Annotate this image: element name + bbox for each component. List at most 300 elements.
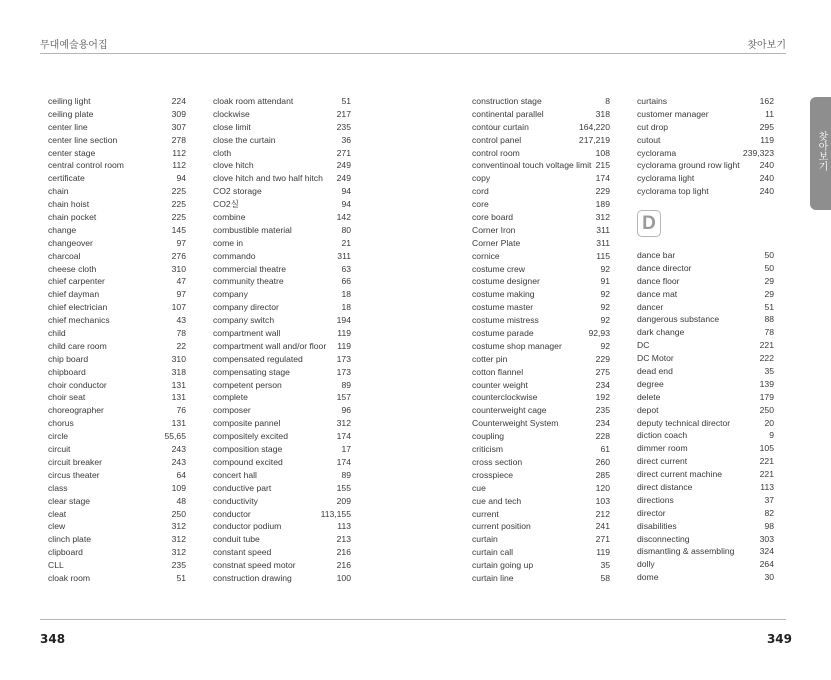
index-term: cloak room attendant [213,96,294,106]
index-page-ref: 260 [595,456,610,467]
header-divider [40,53,786,54]
index-term: Corner Iron [472,224,516,235]
index-page-ref: 55,65 [164,431,186,442]
running-header-right: 찾아보기 [747,40,786,51]
index-term: customer manager [637,108,709,119]
index-term: competent person [213,379,282,390]
index-page-ref: 264 [759,559,774,570]
index-entry [637,134,774,147]
index-page-ref: 285 [595,469,610,480]
index-page-ref: 145 [171,224,186,235]
index-page-ref: 312 [171,547,186,558]
index-page-ref: 66 [341,276,351,287]
index-page-ref: 324 [759,546,774,557]
index-term: cyclorama [637,147,677,158]
index-page-ref: 94 [176,173,186,184]
index-page-ref: 222 [759,353,774,364]
index-term: compensating stage [213,366,290,377]
index-entry [472,572,610,585]
index-page-ref: 217,219 [578,134,610,145]
index-entry [48,533,186,546]
index-entry [48,391,186,404]
index-entry [48,159,186,172]
index-page-ref: 229 [595,186,610,197]
index-entry [472,520,610,533]
index-entry [637,288,774,301]
index-page-ref: 271 [336,147,351,158]
index-entry [472,391,610,404]
index-term: dismantling & assembling [637,546,735,557]
index-entry [472,185,610,198]
index-page-ref: 18 [341,302,351,313]
index-page-ref: 94 [341,199,351,210]
index-page-ref: 91 [600,276,610,287]
index-page-ref: 217 [336,108,351,119]
index-entry [48,185,186,198]
index-page-ref: 92 [600,315,610,326]
index-term: compartment wall and/or floor [213,340,327,351]
index-page-ref: 189 [595,199,610,210]
index-page-ref: 173 [336,353,351,364]
index-term: constant speed [213,547,272,558]
index-term: company switch [213,315,275,326]
index-term: cotton flannel [472,366,524,377]
index-page-ref: 112 [172,147,186,158]
index-entry [48,134,186,147]
index-page-ref: 243 [171,444,186,455]
index-term: child care room [48,340,107,351]
index-term: CO2 storage [213,186,262,197]
index-page-ref: 234 [595,379,610,390]
index-page-ref: 88 [764,314,774,325]
index-entry [637,262,774,275]
index-term: circuit breaker [48,456,102,467]
index-term: curtain [472,534,498,545]
index-side-tab[interactable] [810,97,831,210]
index-term: Corner Plate [472,237,521,248]
index-term: composite pannel [213,418,281,429]
index-page-ref: 115 [596,250,610,261]
index-page-ref: 96 [341,405,351,416]
index-entry [472,134,610,147]
index-page-ref: 92 [600,263,610,274]
index-term: dangerous substance [637,314,720,325]
index-entry [472,275,610,288]
index-term: cue [472,482,486,493]
index-term: DC [637,340,650,351]
index-page-ref: 312 [171,521,186,532]
index-term: curtain call [472,547,514,558]
index-term: composition stage [213,444,283,455]
index-entry [48,237,186,250]
index-page-ref: 113 [337,521,351,532]
index-entry [48,263,186,276]
index-page-ref: 100 [336,572,351,583]
index-entry [637,365,774,378]
index-entry [637,417,774,430]
index-term: compartment wall [213,328,281,339]
index-term: direct current [637,456,688,467]
index-term: cord [472,186,489,197]
index-page-ref: 309 [171,108,186,119]
index-entry [637,494,774,507]
index-entry [472,95,610,108]
index-page-ref: 36 [341,134,351,145]
index-page-ref: 240 [759,173,774,184]
index-term: disconnecting [637,533,690,544]
index-term: counterweight cage [472,405,547,416]
index-page-ref: 80 [341,224,351,235]
index-term: contour curtain [472,121,529,132]
index-page-ref: 162 [759,96,774,106]
index-entry [213,237,351,250]
index-page-ref: 139 [759,378,774,389]
index-term: close the curtain [213,134,276,145]
index-term: constnat speed motor [213,560,296,571]
index-term: choreographer [48,405,104,416]
index-entry [472,443,610,456]
index-term: close limit [213,121,251,132]
index-term: cross section [472,456,523,467]
index-term: chief mechanics [48,315,110,326]
index-page-ref: 98 [764,520,774,531]
index-term: dance bar [637,250,676,260]
index-term: cutout [637,134,661,145]
index-page-ref: 58 [600,572,610,583]
index-term: curtain going up [472,560,534,571]
index-term: clear stage [48,495,91,506]
index-term: construction drawing [213,572,292,583]
index-page-ref: 225 [171,199,186,210]
index-entry [213,172,351,185]
index-term: conductive part [213,482,272,493]
index-term: certificate [48,173,85,184]
index-entry [472,430,610,443]
index-entry [637,275,774,288]
index-entry [472,404,610,417]
index-page-ref: 212 [595,508,610,519]
index-term: deputy technical director [637,417,731,428]
index-entry [48,482,186,495]
index-page-ref: 221 [759,469,774,480]
index-term: center line [48,121,88,132]
section-letter-badge: D [637,210,661,237]
index-entry [48,520,186,533]
index-entry [213,250,351,263]
index-term: Counterweight System [472,418,559,429]
running-header-left: 무대예술용어집 [40,40,108,51]
index-entry [48,147,186,160]
index-entry [472,482,610,495]
index-term: dark change [637,327,685,338]
index-entry [213,417,351,430]
index-page-ref: 22 [176,340,186,351]
index-term: ceiling plate [48,108,94,119]
index-page-ref: 119 [337,328,351,339]
index-term: center line section [48,134,118,145]
index-term: class [48,482,68,493]
index-entry [472,250,610,263]
index-page-ref: 249 [336,160,351,171]
index-entry [637,404,774,417]
index-entry [48,95,186,108]
index-page-ref: 311 [596,237,610,248]
index-entry [213,275,351,288]
index-term: combine [213,212,246,223]
index-term: cue and tech [472,495,522,506]
index-page-ref: 228 [595,431,610,442]
index-entry [637,352,774,365]
index-term: costume mistress [472,315,539,326]
index-page-ref: 215 [595,160,610,171]
index-term: curtains [637,96,668,106]
index-entry [472,237,610,250]
index-page-ref: 303 [759,533,774,544]
index-term: circus theater [48,469,100,480]
index-entry [48,250,186,263]
index-entry [637,558,774,571]
index-term: choir conductor [48,379,107,390]
page-number-left: 348 [40,632,66,646]
index-term: conduit tube [213,534,260,545]
index-page-ref: 97 [176,289,186,300]
index-entry [48,353,186,366]
index-page-ref: 307 [171,121,186,132]
index-term: company director [213,302,279,313]
index-entry [213,121,351,134]
index-term: chief dayman [48,289,100,300]
index-entry [213,443,351,456]
index-term: chief electrician [48,302,108,313]
index-page-ref: 17 [341,444,351,455]
index-page-ref: 29 [764,288,774,299]
index-entry [213,108,351,121]
index-entry [48,108,186,121]
index-entry [48,559,186,572]
index-page-ref: 11 [765,108,774,119]
index-term: costume shop manager [472,340,562,351]
index-entry [48,314,186,327]
index-entry [213,508,351,521]
index-term: costume crew [472,263,526,274]
index-term: counter weight [472,379,528,390]
index-page-ref: 157 [336,392,351,403]
index-term: change [48,224,77,235]
index-entry [637,159,774,172]
index-term: central control room [48,160,124,171]
index-page-ref: 209 [336,495,351,506]
index-term: cyclorama top light [637,186,709,197]
index-entry [637,301,774,314]
index-term: cloak room [48,572,91,583]
index-entry [472,198,610,211]
index-page-ref: 119 [760,134,774,145]
index-page-ref: 131 [171,379,186,390]
index-entry [637,378,774,391]
index-entry [637,520,774,533]
index-page-ref: 64 [176,469,186,480]
index-entry [472,263,610,276]
index-column-4-c [637,95,774,198]
index-term: costume making [472,289,535,300]
index-page-ref: 47 [176,276,186,287]
index-entry [472,546,610,559]
index-term: ceiling light [48,96,91,106]
page-number-right: 349 [766,632,792,646]
index-page-ref: 311 [337,250,351,261]
index-page-ref: 21 [341,237,351,248]
index-entry [48,443,186,456]
index-entry [213,572,351,585]
index-page-ref: 18 [341,289,351,300]
index-page-ref: 108 [595,147,610,158]
index-entry [637,442,774,455]
index-entry [48,495,186,508]
index-page-ref: 235 [595,405,610,416]
index-term: cornice [472,250,500,261]
index-column-1 [48,95,186,585]
index-page-ref: 51 [176,572,186,583]
index-entry [637,172,774,185]
footer-divider [40,619,786,620]
index-term: chain pocket [48,212,97,223]
index-page-ref: 275 [595,366,610,377]
index-entry [472,147,610,160]
index-term: construction stage [472,96,542,106]
index-page-ref: 235 [171,560,186,571]
index-page-ref: 120 [595,482,610,493]
index-entry [637,429,774,442]
index-entry [213,159,351,172]
index-page-ref: 179 [759,391,774,402]
index-page-ref: 105 [759,443,774,454]
index-term: charcoal [48,250,81,261]
index-term: cyclorama ground row light [637,160,740,171]
index-page-ref: 29 [764,275,774,286]
index-term: counterclockwise [472,392,538,403]
index-page-ref: 174 [336,456,351,467]
index-term: cotter pin [472,353,508,364]
index-entry [213,134,351,147]
index-term: company [213,289,248,300]
index-page-ref: 82 [764,507,774,518]
index-page-ref: 76 [176,405,186,416]
index-page-ref: 107 [171,302,186,313]
index-page-ref: 216 [336,560,351,571]
index-page-ref: 216 [336,547,351,558]
index-term: diction coach [637,430,688,441]
index-entry [637,571,774,584]
index-page-ref: 50 [764,262,774,273]
index-term: clew [48,521,66,532]
index-page-ref: 225 [171,212,186,223]
index-term: direct distance [637,482,693,493]
index-page-ref: 142 [336,212,351,223]
index-entry [213,469,351,482]
index-term: degree [637,378,664,389]
index-page-ref: 37 [764,494,774,505]
index-term: chorus [48,418,74,429]
index-page-ref: 63 [341,263,351,274]
index-term: dance floor [637,275,680,286]
index-term: come in [213,237,244,248]
index-entry [213,559,351,572]
index-entry [213,430,351,443]
index-entry [472,211,610,224]
index-entry [48,572,186,585]
index-entry [637,468,774,481]
index-term: composer [213,405,251,416]
index-page-ref: 119 [337,340,351,351]
index-entry [472,469,610,482]
index-term: directions [637,494,674,505]
index-term: costume parade [472,328,534,339]
index-term: clove hitch [213,160,254,171]
index-entry [637,326,774,339]
index-term: direct current machine [637,469,723,480]
index-entry [213,198,351,211]
index-entry [637,533,774,546]
index-page-ref: 240 [759,186,774,197]
index-page-ref: 192 [595,392,610,403]
index-term: chip board [48,353,89,364]
index-term: clipboard [48,547,83,558]
index-entry [213,495,351,508]
index-term: CO2실 [213,199,239,210]
index-page-ref: 78 [176,328,186,339]
index-entry [213,533,351,546]
index-entry [637,185,774,198]
index-page-ref: 310 [171,263,186,274]
index-term: DC Motor [637,353,674,364]
index-page-ref: 61 [600,444,610,455]
index-page-ref: 174 [336,431,351,442]
index-term: criticism [472,444,504,455]
index-page-ref: 250 [171,508,186,519]
index-page-ref: 30 [764,572,774,583]
index-term: conventinoal touch voltage limit [472,160,592,171]
index-entry [213,366,351,379]
index-page-ref: 318 [595,108,610,119]
index-term: dolly [637,559,655,570]
index-entry [472,495,610,508]
index-entry [472,108,610,121]
index-page-ref: 229 [595,353,610,364]
index-entry [213,353,351,366]
index-entry [213,404,351,417]
index-page-ref: 9 [769,430,774,441]
index-page-ref: 78 [764,327,774,338]
index-entry [48,379,186,392]
index-entry [637,545,774,558]
index-term: dance mat [637,288,678,299]
index-term: compensated regulated [213,353,303,364]
index-term: commercial theatre [213,263,287,274]
index-page-ref: 173 [336,366,351,377]
index-entry [637,95,774,108]
index-term: community theatre [213,276,284,287]
index-page-ref: 234 [595,418,610,429]
index-page-ref: 312 [595,212,610,223]
index-term: dancer [637,301,664,312]
index-term: chain hoist [48,199,90,210]
index-term: center stage [48,147,96,158]
index-page-ref: 221 [759,340,774,351]
index-term: compound excited [213,456,283,467]
index-page-ref: 241 [595,521,610,532]
index-term: child [48,328,66,339]
index-entry [637,481,774,494]
